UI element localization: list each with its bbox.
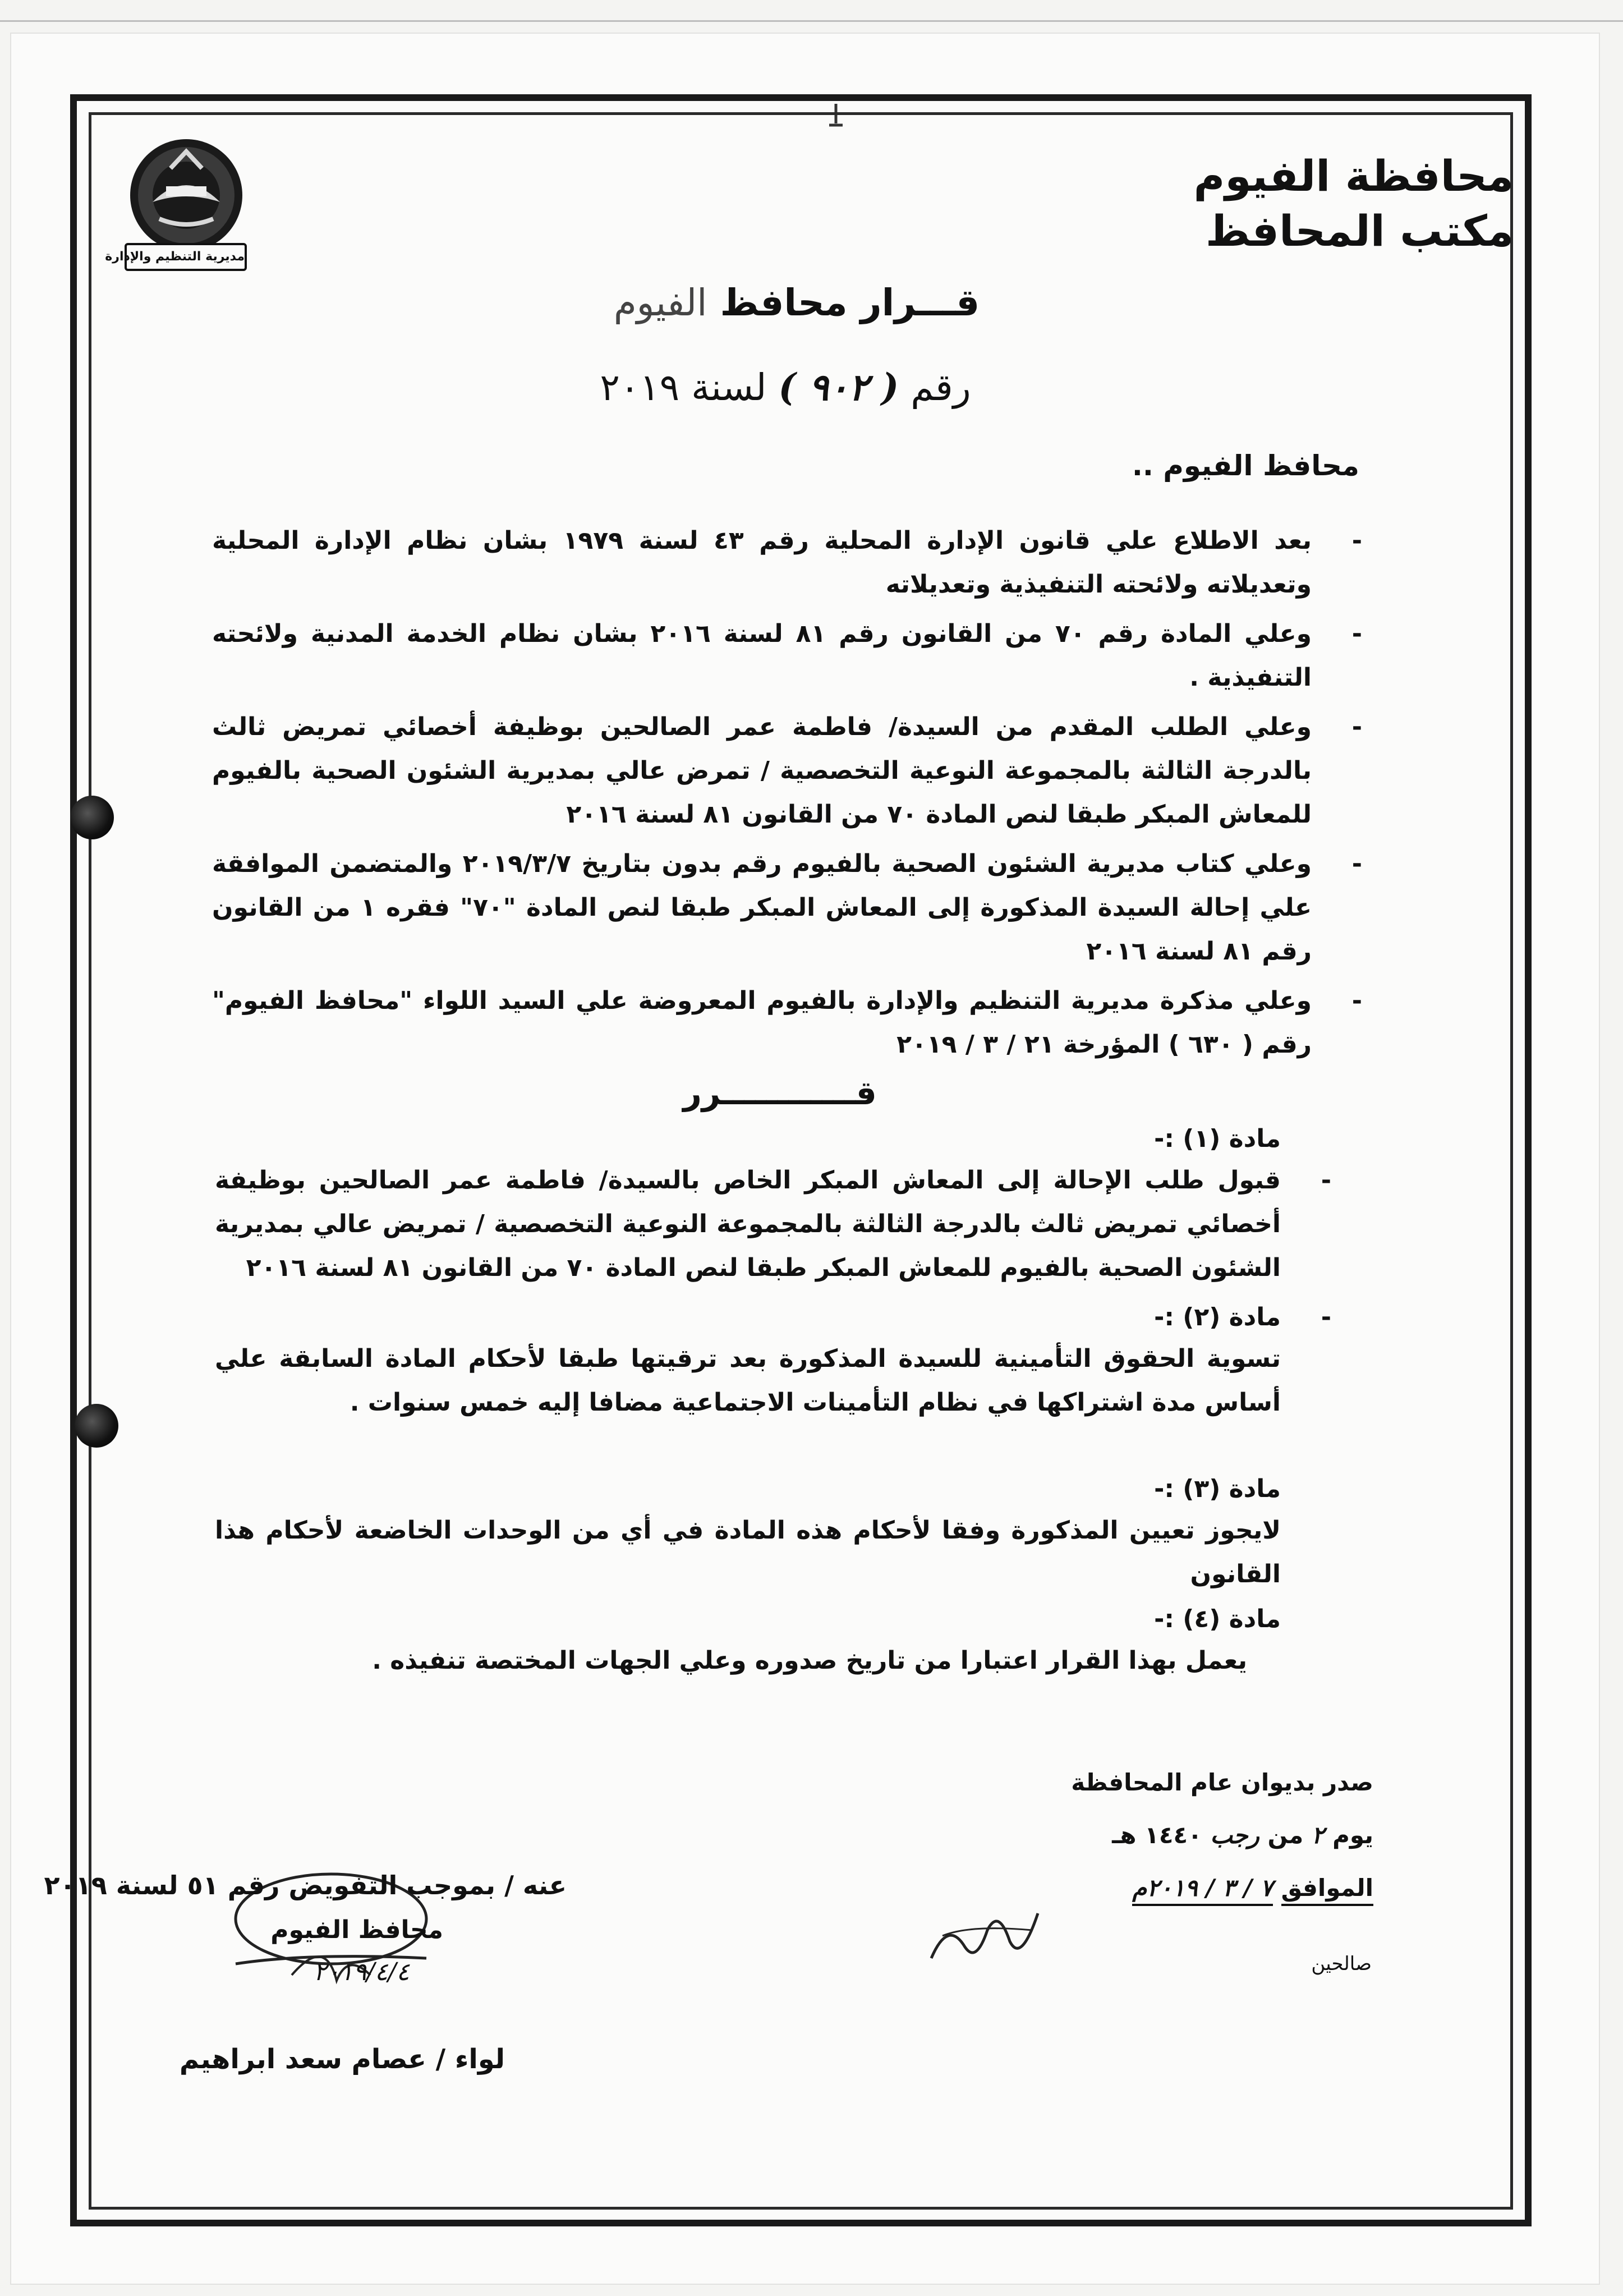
issued-at: صدر بديوان عام المحافظة <box>1071 1769 1373 1796</box>
org-name: محافظة الفيوم <box>1193 151 1514 201</box>
articles-section <box>215 1119 1281 1683</box>
preamble-item: - وعلي مذكرة مديرية التنظيم والإدارة بالفيوم المعروضة علي السيد اللواء "محافظ الفيوم" رقم ( ٦٣٠ ) المؤرخة ٢١ / ٣ / ٢٠١٩ <box>212 979 1312 1067</box>
title-suffix: الفيوم <box>613 281 707 324</box>
day-value: ٢ <box>1311 1821 1325 1849</box>
article-4-title: مادة (٤) :- <box>1154 1605 1281 1633</box>
preamble-item: - وعلي المادة رقم ٧٠ من القانون رقم ٨١ لسنة ٢٠١٦ بشان نظام الخدمة المدنية ولائحته التنفيذية . <box>212 612 1312 700</box>
signature-date: ٢٠١٩/٤/٤ <box>313 1958 410 1986</box>
decision-heading: قــــــــــــرر <box>683 1074 877 1112</box>
organization-header <box>1121 149 1514 259</box>
article-2-title: - مادة (٢) :- <box>215 1298 1281 1337</box>
preamble-item: - وعلي كتاب مديرية الشئون الصحية بالفيوم رقم بدون بتاريخ ٢٠١٩/٣/٧ والمتضمن الموافقة علي إحالة السيدة المذكورة إلى المعاش المبكر طبقا لنص المادة "٧٠" فقره ١ من القانون رقم ٨١ لسنة ٢٠١٦ <box>212 842 1312 973</box>
scan-edge-line <box>0 20 1623 22</box>
article-1-title: مادة (١) :- <box>1154 1124 1281 1153</box>
hijri-date <box>1037 1809 1373 1862</box>
month-label: من <box>1267 1821 1304 1849</box>
title-prefix: قـــرار محافظ <box>720 281 980 324</box>
preamble-item: - بعد الاطلاع علي قانون الإدارة المحلية رقم ٤٣ لسنة ١٩٧٩ بشان نظام الإدارة المحلية وتعديلاته ولائحته التنفيذية وتعديلاته <box>212 519 1312 607</box>
article-3-title: مادة (٣) :- <box>1154 1475 1281 1503</box>
governor-heading: محافظ الفيوم .. <box>1132 449 1359 482</box>
article-3-body: لايجوز تعيين المذكورة وفقا لأحكام هذه المادة في أي من الوحدات الخاضعة لأحكام هذا القانون <box>215 1516 1281 1588</box>
emblem-icon <box>126 135 247 256</box>
hijri-year: ١٤٤٠ هـ <box>1112 1821 1202 1849</box>
issuance-block <box>1037 1756 1373 1914</box>
number-value: ( ٩٠٢ ) <box>778 365 899 409</box>
signature-block <box>44 1863 567 2082</box>
decree-title <box>583 278 1010 328</box>
day-label: يوم <box>1332 1821 1373 1849</box>
delegation-line: عنه / بموجب التفويض رقم ٥١ لسنة ٢٠١٩ <box>44 1870 567 1900</box>
greg-label: الموافق <box>1281 1874 1373 1906</box>
punch-hole-bottom <box>75 1404 118 1448</box>
governorate-logo <box>105 135 254 281</box>
signer-name: لواء / عصام سعد ابراهيم <box>179 2044 505 2075</box>
initials-signature <box>926 1897 1049 1975</box>
greg-value: ٧ / ٣ / ٢٠١٩م <box>1132 1874 1273 1906</box>
article-4-body: يعمل بهذا القرار اعتبارا من تاريخ صدوره وعلي الجهات المختصة تنفيذه . <box>372 1646 1247 1675</box>
logo-caption: مديرية التنظيم والإدارة <box>125 243 247 271</box>
preamble-list <box>212 519 1312 1072</box>
gregorian-date <box>1037 1862 1373 1914</box>
number-label: رقم <box>911 366 971 409</box>
number-year: لسنة ٢٠١٩ <box>600 366 767 409</box>
punch-hole-top <box>70 796 114 839</box>
article-2-body: تسوية الحقوق التأمينية للسيدة المذكورة بعد ترقيتها طبقا لأحكام المادة السابقة علي أساس مدة اشتراكها في نظام التأمينات الاجتماعية مضافا إليه خمس سنوات . <box>215 1344 1281 1417</box>
signer-title: محافظ الفيوم <box>270 1916 443 1944</box>
typist-name: صالحين <box>1311 1953 1372 1975</box>
preamble-item: - وعلي الطلب المقدم من السيدة/ فاطمة عمر الصالحين بوظيفة أخصائي تمريض ثالث بالدرجة الثالثة بالمجموعة النوعية التخصصية / تمرض عالي بمديرية الشئون الصحية بالفيوم للمعاش المبكر طبقا لنص المادة ٧٠ من القانون ٨١ لسنة ٢٠١٦ <box>212 705 1312 837</box>
office-name: مكتب المحافظ <box>1205 206 1514 256</box>
decree-number <box>561 362 1010 413</box>
article-1-body: - قبول طلب الإحالة إلى المعاش المبكر الخاص بالسيدة/ فاطمة عمر الصالحين بوظيفة أخصائي تمريض ثالث بالدرجة الثالثة بالمجموعة النوعية التخصصية / تمريض عالي بمديرية الشئون الصحية بالفيوم للمعاش المبكر طبقا لنص المادة ٧٠ من القانون ٨١ لسنة ٢٠١٦ <box>215 1159 1281 1290</box>
month-value: رجب <box>1210 1821 1259 1849</box>
